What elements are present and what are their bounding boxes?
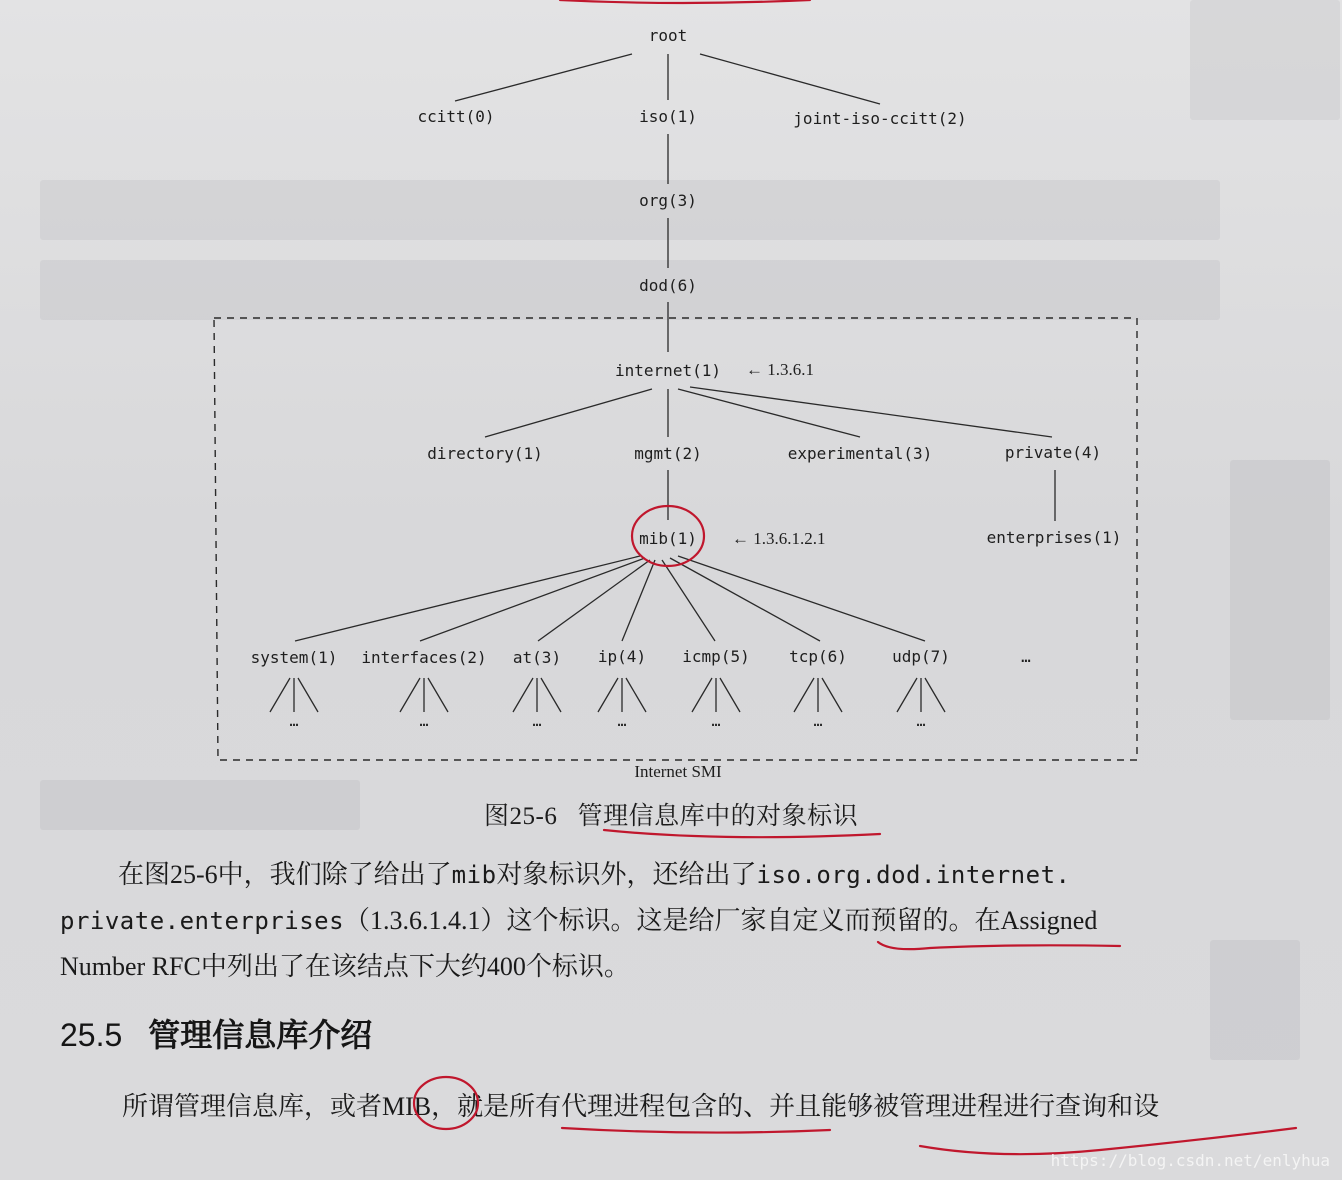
paragraph-text: 所谓管理信息库，或者MIB，就是所有代理进程包含的、并且能够被管理进程进行查询和设 <box>122 1092 1160 1121</box>
leaf-fans <box>270 678 945 730</box>
leaf-ellipsis: … <box>916 712 926 730</box>
figure-title: 管理信息库中的对象标识 <box>577 803 859 830</box>
node-private: private(4) <box>1004 443 1102 462</box>
leaf-edge <box>270 678 290 712</box>
leaf-edge <box>400 678 420 712</box>
leaf-ellipsis: … <box>419 712 429 730</box>
leaf-fan <box>692 678 740 730</box>
node-ip: ip(4) <box>597 647 647 666</box>
leaf-edge <box>925 678 945 712</box>
paragraph-text: （1.3.6.1.4.1）这个标识。这是给厂家自定义而预留的。在Assigned <box>344 906 1098 935</box>
leaf-fan <box>598 678 646 730</box>
leaf-ellipsis: … <box>532 712 542 730</box>
bleed-through-text <box>1210 940 1300 1060</box>
leaf-edge <box>626 678 646 712</box>
internet-oid-note: ← 1.3.6.1 <box>746 360 814 379</box>
node-mgmt: mgmt(2) <box>634 444 702 463</box>
node-enterprises: enterprises(1) <box>986 528 1122 547</box>
internet-smi-label: Internet SMI <box>634 762 722 781</box>
mib-oid-note: ← 1.3.6.1.2.1 <box>732 529 826 548</box>
paragraph-2-line-1 <box>122 1084 1159 1130</box>
edge-root-joint <box>700 54 880 104</box>
edge-internet-private <box>690 387 1052 437</box>
paragraph-text: 对象标识外，还给出了 <box>496 860 757 889</box>
node-at: at(3) <box>512 648 562 667</box>
leaf-ellipsis: … <box>711 712 721 730</box>
section-heading <box>60 1010 372 1056</box>
section-number: 25.5 <box>60 1017 123 1053</box>
edge-mib-interfaces <box>420 558 645 641</box>
leaf-edge <box>692 678 712 712</box>
leaf-edge <box>822 678 842 712</box>
edge-mib-ip <box>622 560 655 641</box>
edge-mib-udp <box>678 556 925 641</box>
node-directory: directory(1) <box>427 444 543 463</box>
leaf-edge <box>298 678 318 712</box>
paragraph-text: 在图25-6中，我们除了给出了 <box>118 860 452 889</box>
leaf-fan <box>897 678 945 730</box>
leaf-fan <box>794 678 842 730</box>
edge-mib-icmp <box>662 560 715 641</box>
code-mib: mib <box>451 861 497 889</box>
leaf-edge <box>598 678 618 712</box>
node-root: root <box>648 26 688 45</box>
figure-caption <box>484 796 858 832</box>
leaf-edge <box>897 678 917 712</box>
node-icmp: icmp(5) <box>682 647 750 666</box>
section-title: 管理信息库介绍 <box>148 1017 373 1053</box>
edge-internet-experimental <box>678 389 860 437</box>
node-mib: mib(1) <box>639 529 697 548</box>
watermark: https://blog.csdn.net/enlyhua <box>1050 1151 1330 1170</box>
node-system: system(1) <box>250 648 338 667</box>
leaf-edge <box>428 678 448 712</box>
node-iso: iso(1) <box>639 107 697 126</box>
leaf-edge <box>720 678 740 712</box>
node-experimental: experimental(3) <box>787 444 933 463</box>
edge-mib-at <box>538 560 650 641</box>
leaf-edge <box>513 678 533 712</box>
leaf-fan <box>270 678 318 730</box>
leaf-edge <box>541 678 561 712</box>
edge-mib-tcp <box>670 558 820 641</box>
node-dod: dod(6) <box>639 276 697 295</box>
leaf-fan <box>400 678 448 730</box>
leaf-ellipsis: … <box>617 712 627 730</box>
edge-internet-directory <box>485 389 652 437</box>
figure-number: 图25-6 <box>484 803 558 830</box>
node-internet: internet(1) <box>615 361 721 380</box>
edge-mib-system <box>295 556 640 641</box>
node-ccitt: ccitt(0) <box>417 107 495 126</box>
node-more-groups: … <box>1021 647 1031 666</box>
leaf-ellipsis: … <box>289 712 299 730</box>
leaf-fan <box>513 678 561 730</box>
paragraph-text: Number RFC中列出了在该结点下大约400个标识。 <box>60 952 630 981</box>
leaf-edge <box>794 678 814 712</box>
node-tcp: tcp(6) <box>789 647 847 666</box>
edge-root-ccitt <box>455 54 632 101</box>
code-iso-path: iso.org.dod.internet. <box>756 861 1071 889</box>
paragraph-1-line-1 <box>118 852 1070 898</box>
code-private-enterprises: private.enterprises <box>60 907 345 935</box>
node-org: org(3) <box>639 191 697 210</box>
node-udp: udp(7) <box>892 647 950 666</box>
paragraph-1-line-2 <box>60 898 1097 944</box>
leaf-ellipsis: … <box>813 712 823 730</box>
paragraph-1-line-3 <box>60 944 630 990</box>
node-joint-iso-ccitt: joint-iso-ccitt(2) <box>793 109 967 128</box>
node-interfaces: interfaces(2) <box>361 648 487 667</box>
